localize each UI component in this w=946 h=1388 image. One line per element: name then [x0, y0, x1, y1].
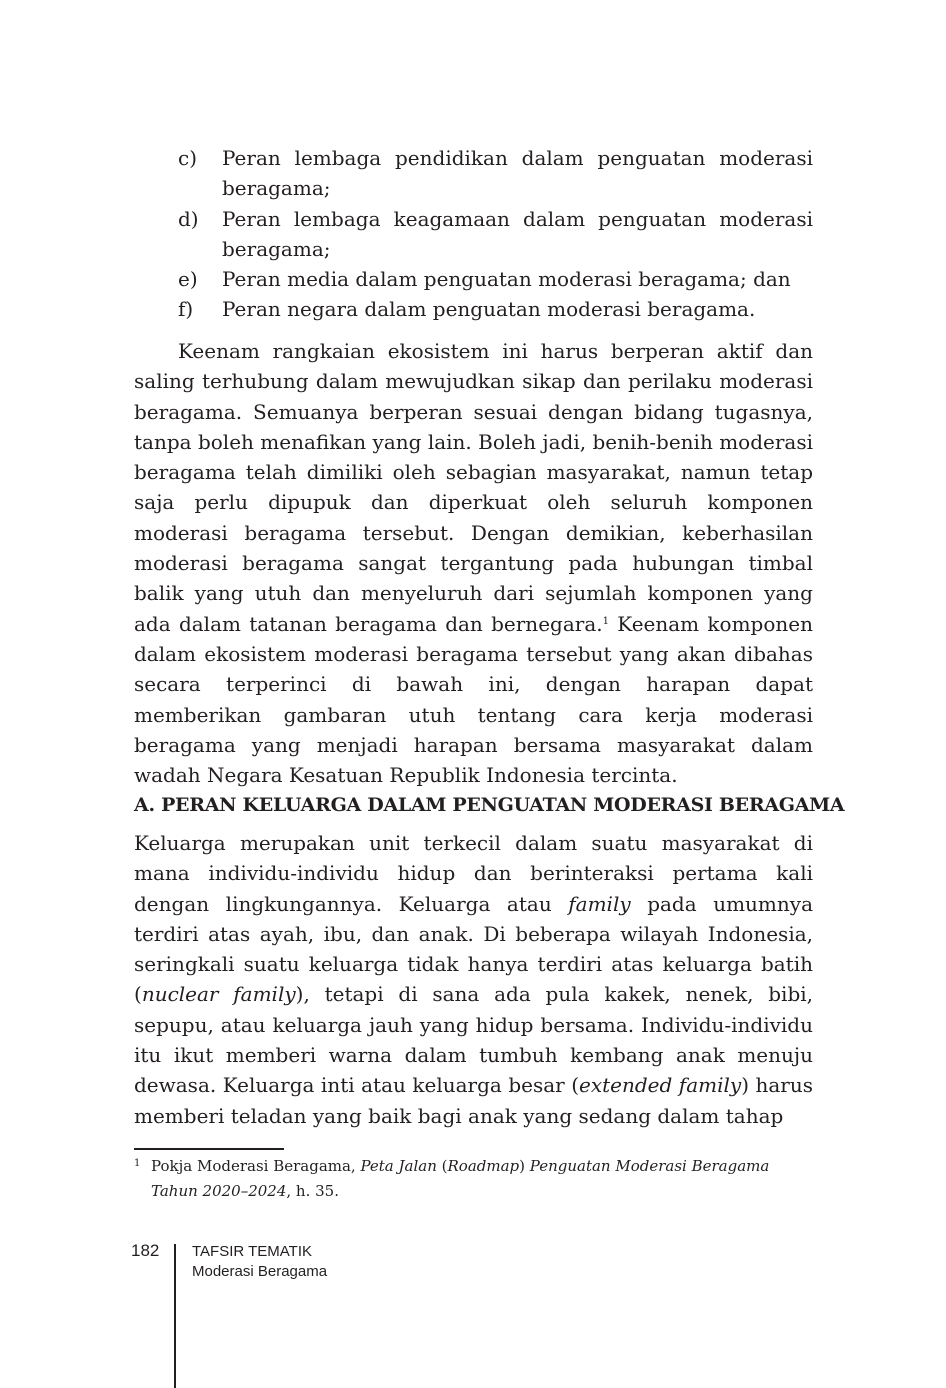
paragraph-text: ) harus memberi teladan yang baik bagi anak yang sedang dalam tahap [134, 1073, 813, 1128]
footnote-text [134, 1154, 813, 1204]
italic-term: nuclear family [141, 982, 296, 1007]
running-title-line1: TAFSIR TEMATIK [192, 1243, 313, 1260]
running-title-line2: Moderasi Beragama [192, 1263, 328, 1280]
footnote [134, 1154, 813, 1204]
list-item [134, 294, 813, 324]
list-text-continuation: beragama; [222, 236, 331, 261]
footnote-divider [134, 1148, 284, 1150]
footnote-reference[interactable]: 1 [602, 615, 609, 627]
footnote-italic: Peta Jalan [360, 1157, 437, 1175]
list-item [134, 204, 813, 265]
page-number: 182 [131, 1241, 160, 1260]
paragraph-text: Keenam rangkaian ekosistem ini harus berperan aktif dan saling terhubung dalam mewujudkan sikap dan perilaku moderasi beragama. Semuanya berperan sesuai dengan bidang tugasnya, tanpa boleh menafikan yang lain. Boleh jadi, benih-benih moderasi beragama telah dimiliki oleh sebagian masyarakat, namun tetap saja perlu dipupuk dan diperkuat oleh seluruh komponen moderasi beragama tersebut. Dengan demikian, keberhasilan moderasi beragama sangat tergantung pada hubungan timbal balik yang utuh dan menyeluruh dari sejumlah komponen yang ada dalam tatanan beragama dan bernegara. [134, 339, 813, 636]
body-paragraph [134, 828, 813, 1131]
footnote-italic: Roadmap [447, 1157, 520, 1175]
footnote-part: Pokja Moderasi Beragama, [151, 1157, 361, 1175]
running-title [192, 1242, 327, 1282]
list-text: Peran lembaga pendidikan dalam penguatan moderasi [222, 146, 813, 170]
footer-divider [174, 1244, 176, 1388]
paragraph-text: ), tetapi di sana ada pula kakek, nenek, bibi, sepupu, atau keluarga jauh yang hidup bersama. Individu-individu itu ikut memberi warna dalam tumbuh kembang anak menuju dewasa. Keluarga inti atau keluarga besar ( [134, 982, 814, 1098]
body-paragraph [134, 336, 813, 790]
paragraph-text: Keluarga merupakan unit terkecil dalam suatu masyarakat di mana individu-individu hidup dan berinteraksi pertama kali dengan lingkungannya. Keluarga atau [134, 831, 813, 916]
footnote-part: , h. 35. [286, 1182, 339, 1200]
list-text: Peran media dalam penguatan moderasi beragama; dan [222, 267, 791, 292]
list-marker: e) [178, 267, 198, 292]
italic-term: family [568, 891, 631, 916]
list-item [134, 264, 813, 294]
ecosystem-list [134, 143, 813, 325]
list-text-continuation: beragama; [222, 176, 331, 201]
list-item [134, 143, 813, 204]
footnote-number: 1 [134, 1158, 141, 1169]
list-marker: c) [178, 146, 198, 170]
footnote-part: ( [436, 1157, 448, 1175]
list-marker: f) [178, 297, 194, 322]
paragraph-text: Keenam komponen dalam ekosistem moderasi beragama tersebut yang akan dibahas secara terperinci di bawah ini, dengan harapan dapat memberikan gambaran utuh tentang cara kerja moderasi beragama yang menjadi harapan bersama masyarakat dalam wadah Negara Kesatuan Republik Indonesia tercinta. [134, 611, 813, 788]
list-marker: d) [178, 206, 199, 231]
list-text: Peran negara dalam penguatan moderasi beragama. [222, 297, 756, 322]
italic-term: extended family [579, 1073, 742, 1098]
footnote-italic: Penguatan Moderasi Beragama Tahun 2020–2024 [151, 1157, 770, 1200]
footnote-part: ) [519, 1157, 530, 1175]
section-heading: A. PERAN KELUARGA DALAM PENGUATAN MODERASI BERAGAMA [134, 794, 845, 816]
paragraph-text: pada umumnya terdiri atas ayah, ibu, dan anak. Di beberapa wilayah Indonesia, seringkali suatu keluarga tidak hanya terdiri atas keluarga batih ( [134, 891, 813, 1007]
list-text: Peran lembaga keagamaan dalam penguatan moderasi [222, 206, 813, 231]
